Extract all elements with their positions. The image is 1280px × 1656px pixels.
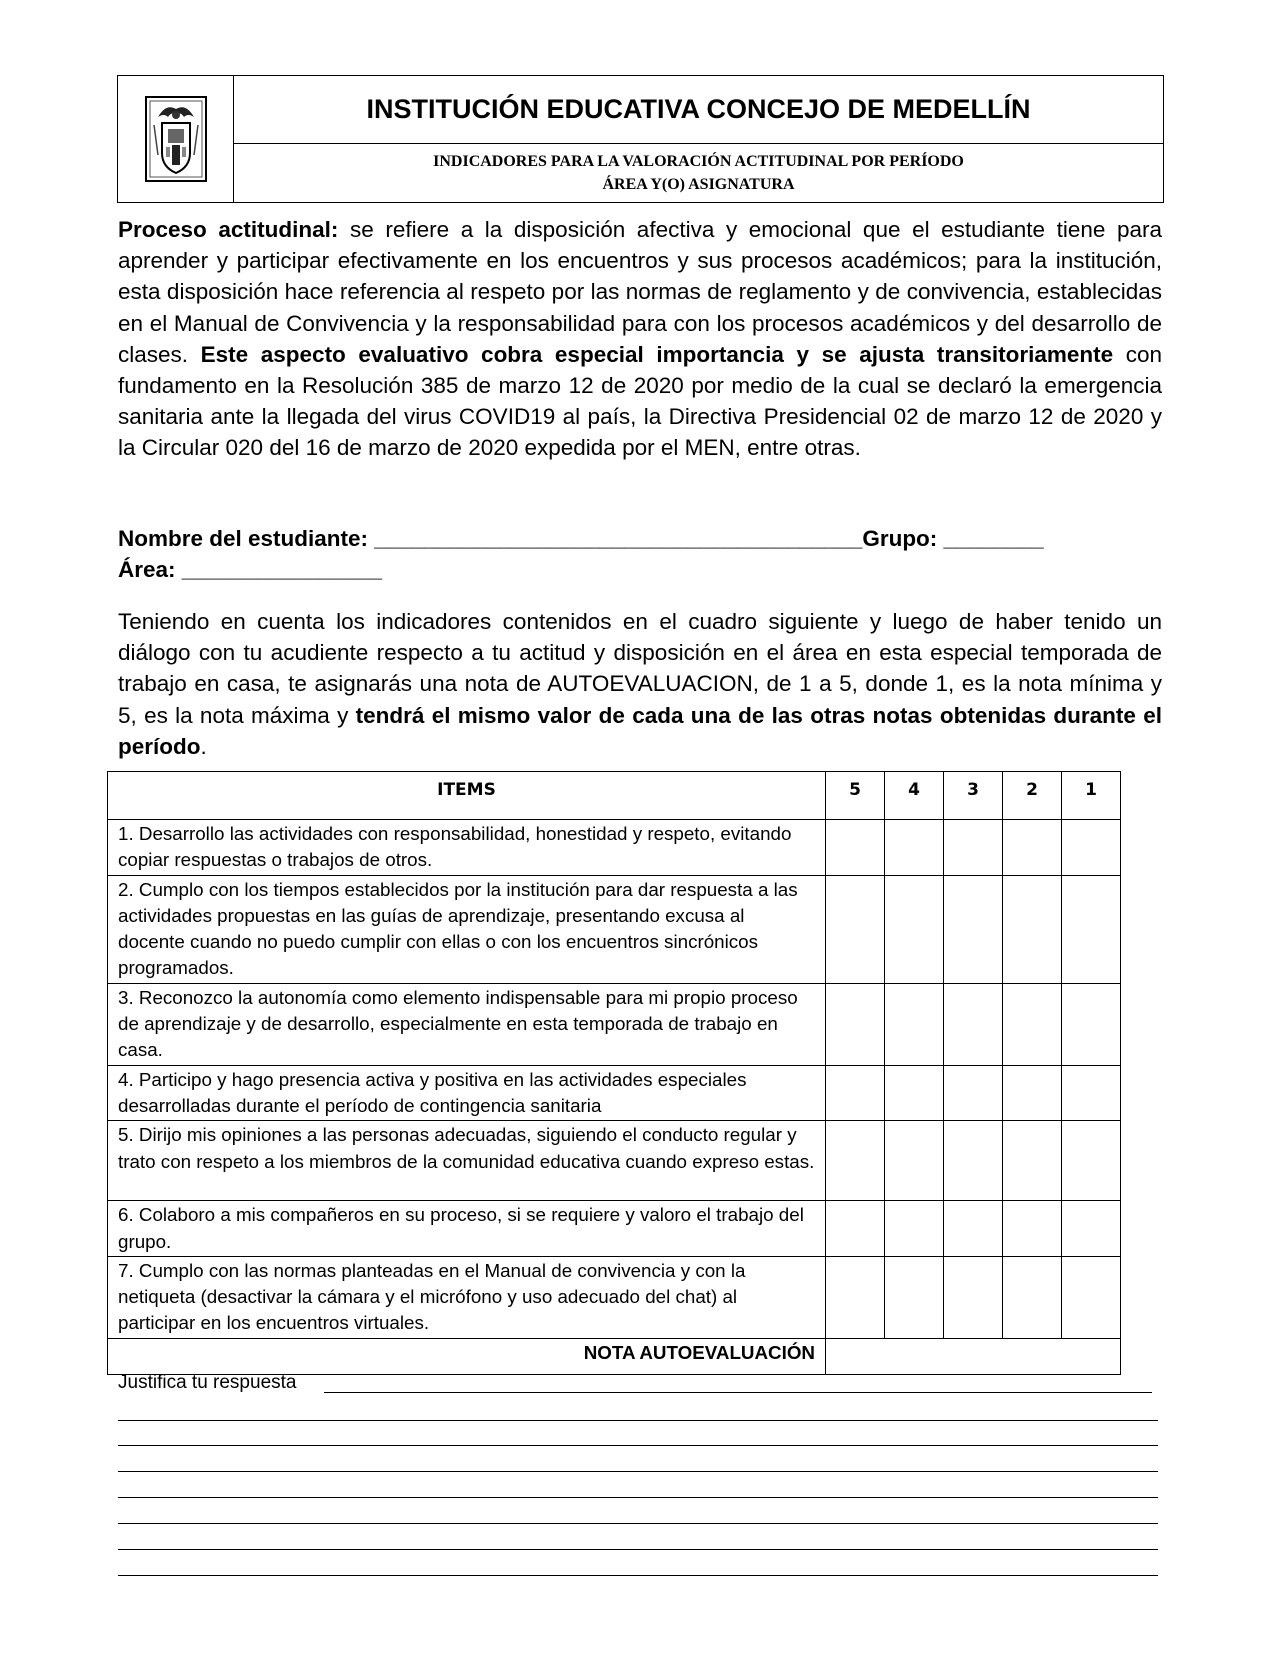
answer-line[interactable] <box>118 1549 1158 1550</box>
nota-row <box>108 1338 1121 1374</box>
score-cell[interactable] <box>885 820 944 876</box>
document-subtitle <box>234 144 1163 202</box>
score-cell[interactable] <box>944 1121 1003 1201</box>
score-cell[interactable] <box>1003 1065 1062 1121</box>
item-text: 3. Reconozco la autonomía como elemento indispensable para mi propio proceso de aprendizaje y de desarrollo, especialmente en esta temporada de trabajo en casa. <box>108 983 826 1065</box>
score-header-2: 2 <box>1003 772 1062 820</box>
score-header-1: 1 <box>1062 772 1121 820</box>
table-row <box>108 1121 1121 1201</box>
student-name-field[interactable]: Nombre del estudiante: _______________________________________Grupo: ________ <box>118 526 1044 551</box>
score-cell[interactable] <box>1003 1256 1062 1338</box>
instructions-bold: tendrá el mismo valor de cada una de las otras notas obtenidas durante el período <box>118 702 1162 759</box>
score-cell[interactable] <box>826 820 885 876</box>
subtitle-line-1: INDICADORES PARA LA VALORACIÓN ACTITUDINAL POR PERÍODO <box>433 153 964 170</box>
table-row <box>108 820 1121 876</box>
items-header: ITEMS <box>108 772 826 820</box>
document-header <box>117 75 1164 203</box>
nota-autoevaluacion-input[interactable] <box>826 1338 1121 1374</box>
score-cell[interactable] <box>885 875 944 983</box>
score-cell[interactable] <box>885 1065 944 1121</box>
score-cell[interactable] <box>944 983 1003 1065</box>
score-cell[interactable] <box>826 983 885 1065</box>
score-cell[interactable] <box>1003 1121 1062 1201</box>
table-header-row <box>108 772 1121 820</box>
score-cell[interactable] <box>944 875 1003 983</box>
subtitle-line-2: ÁREA Y(O) ASIGNATURA <box>602 176 795 193</box>
item-text: 5. Dirijo mis opiniones a las personas adecuadas, siguiendo el conducto regular y trato con respeto a los miembros de la comunidad educativa cuando expreso estas. <box>108 1121 826 1201</box>
score-cell[interactable] <box>885 1121 944 1201</box>
institution-title: INSTITUCIÓN EDUCATIVA CONCEJO DE MEDELLÍN <box>234 76 1163 144</box>
score-header-4: 4 <box>885 772 944 820</box>
score-cell[interactable] <box>885 983 944 1065</box>
logo-cell <box>118 76 234 202</box>
score-cell[interactable] <box>1062 983 1121 1065</box>
table-row <box>108 1256 1121 1338</box>
table-row <box>108 983 1121 1065</box>
intro-paragraph <box>118 214 1162 464</box>
items-table <box>107 771 1121 1375</box>
answer-line[interactable] <box>118 1420 1158 1421</box>
table-row <box>108 1065 1121 1121</box>
justify-answer-line[interactable] <box>324 1392 1152 1393</box>
intro-text-2: con fundamento en la Resolución 385 de marzo 12 de 2020 por medio de la cual se declaró la emergencia sanitaria ante la llegada del virus COVID19 al país, la Directiva Presidencial 02 de marzo 12 de 2020 y la Circular 020 del 16 de marzo de 2020 expedida por el MEN, entre otras. <box>118 341 1163 461</box>
score-cell[interactable] <box>1062 1256 1121 1338</box>
score-cell[interactable] <box>1062 1201 1121 1257</box>
score-cell[interactable] <box>944 1201 1003 1257</box>
item-text: 1. Desarrollo las actividades con responsabilidad, honestidad y respeto, evitando copiar respuestas o trabajos de otros. <box>108 820 826 876</box>
score-cell[interactable] <box>826 875 885 983</box>
score-cell[interactable] <box>885 1256 944 1338</box>
answer-line[interactable] <box>118 1471 1158 1472</box>
score-cell[interactable] <box>944 820 1003 876</box>
score-cell[interactable] <box>1062 1121 1121 1201</box>
item-text: 2. Cumplo con los tiempos establecidos por la institución para dar respuesta a las actividades propuestas en las guías de aprendizaje, presentando excusa al docente cuando no puedo cumplir con ellas o con los encuentros sincrónicos programados. <box>108 875 826 983</box>
intro-text-1: se refiere a la disposición afectiva y emocional que el estudiante tiene para aprender y participar efectivamente en los encuentros y sus procesos académicos; para la institución, esta disposición hace referencia al respeto por las normas de reglamento y de convivencia, establecidas en el Manual de Convivencia y la responsabilidad para con los procesos académicos y del desarrollo de clases. <box>118 217 1163 367</box>
score-cell[interactable] <box>1003 820 1062 876</box>
score-cell[interactable] <box>1003 1201 1062 1257</box>
coat-of-arms-icon <box>144 95 208 183</box>
score-header-3: 3 <box>944 772 1003 820</box>
answer-line[interactable] <box>118 1497 1158 1498</box>
score-cell[interactable] <box>826 1121 885 1201</box>
justify-label: Justifica tu respuesta <box>118 1372 297 1393</box>
item-text: 7. Cumplo con las normas planteadas en el Manual de convivencia y con la netiqueta (desactivar la cámara y el micrófono y uso adecuado del chat) al participar en los encuentros virtuales. <box>108 1256 826 1338</box>
instructions-text-2: . <box>200 733 207 759</box>
score-cell[interactable] <box>1003 983 1062 1065</box>
score-cell[interactable] <box>826 1065 885 1121</box>
score-header-5: 5 <box>826 772 885 820</box>
score-cell[interactable] <box>826 1256 885 1338</box>
intro-bold-2: Este aspecto evaluativo cobra especial importancia y se ajusta transitoriamente <box>200 341 1114 367</box>
instructions-text-1: Teniendo en cuenta los indicadores contenidos en el cuadro siguiente y luego de haber tenido un diálogo con tu acudiente respecto a tu actitud y disposición en el área en esta especial temporada de trabajo en casa, te asignarás una nota de AUTOEVALUACION, de 1 a 5, donde 1, es la nota mínima y 5, es la nota máxima y <box>118 609 1162 728</box>
nota-autoevaluacion-label: NOTA AUTOEVALUACIÓN <box>108 1338 826 1374</box>
area-field[interactable]: Área: ________________ <box>118 557 382 582</box>
table-row <box>108 875 1121 983</box>
answer-line[interactable] <box>118 1523 1158 1524</box>
score-cell[interactable] <box>885 1201 944 1257</box>
score-cell[interactable] <box>826 1201 885 1257</box>
answer-line[interactable] <box>118 1575 1158 1576</box>
score-cell[interactable] <box>1062 1065 1121 1121</box>
score-cell[interactable] <box>1062 820 1121 876</box>
score-cell[interactable] <box>1003 875 1062 983</box>
score-cell[interactable] <box>944 1256 1003 1338</box>
item-text: 4. Participo y hago presencia activa y positiva en las actividades especiales desarrolladas durante el período de contingencia sanitaria <box>108 1065 826 1121</box>
item-text: 6. Colaboro a mis compañeros en su proceso, si se requiere y valoro el trabajo del grupo. <box>108 1201 826 1257</box>
score-cell[interactable] <box>944 1065 1003 1121</box>
score-cell[interactable] <box>1062 875 1121 983</box>
table-row <box>108 1201 1121 1257</box>
answer-line[interactable] <box>118 1445 1158 1446</box>
instructions-paragraph <box>118 606 1162 762</box>
intro-lead: Proceso actitudinal: <box>118 217 339 242</box>
